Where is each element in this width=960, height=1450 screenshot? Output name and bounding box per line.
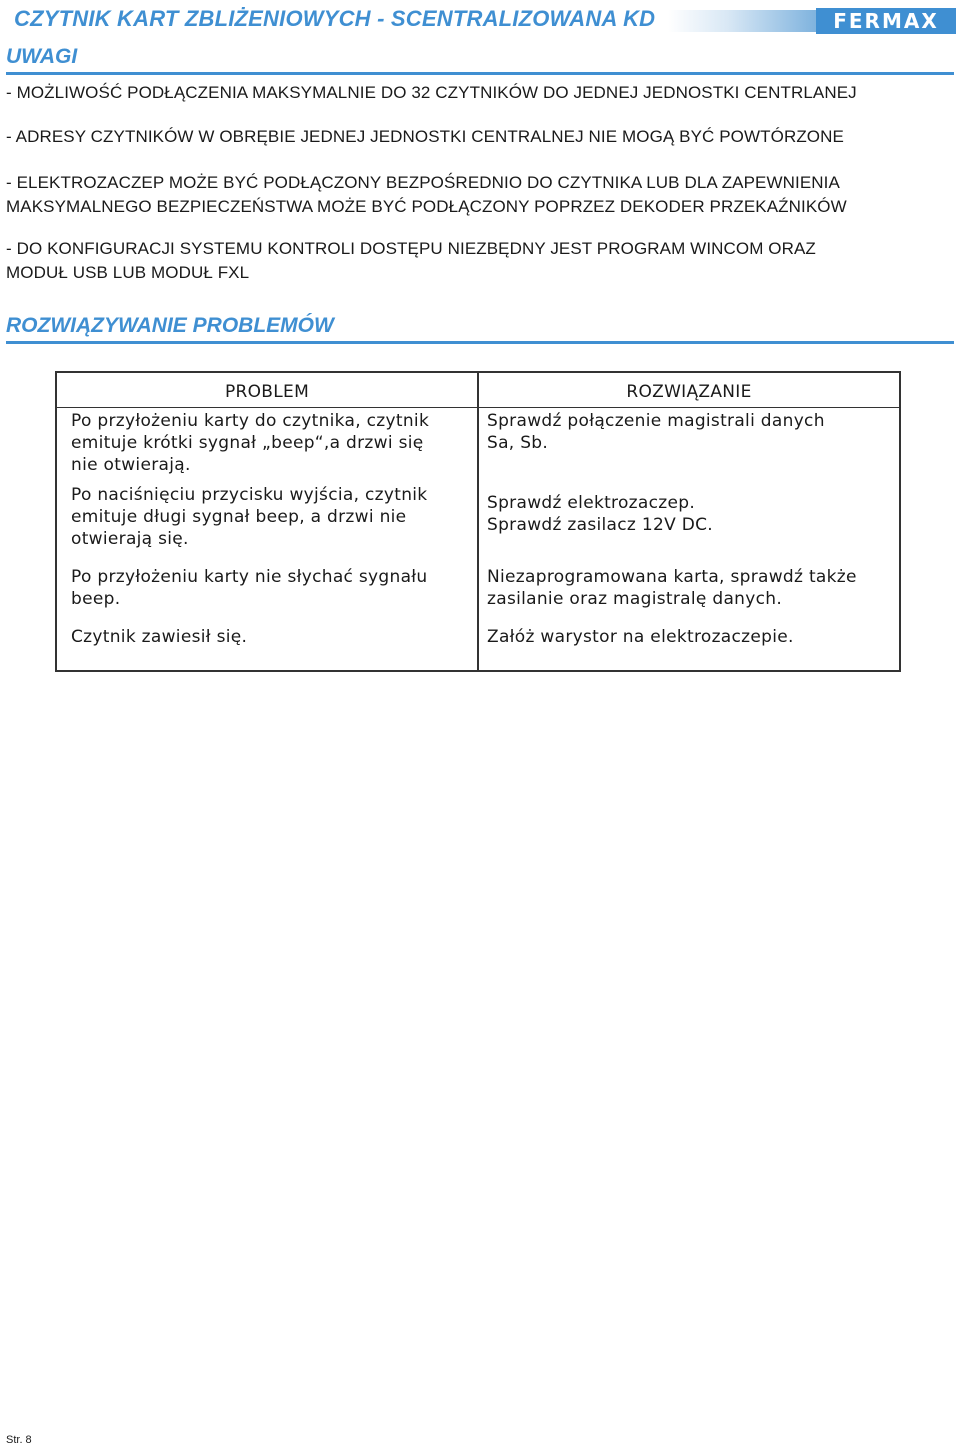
note-item [6, 81, 936, 105]
table-header-row [56, 372, 900, 408]
table-row [56, 408, 900, 483]
note-item [6, 171, 936, 219]
table-row [56, 482, 900, 564]
note-line: MODUŁ USB LUB MODUŁ FXL [6, 263, 250, 282]
cell-line: Sprawdź elektrozaczep. [487, 493, 696, 513]
cell-line: otwierają się. [71, 529, 189, 549]
cell-line: emituje krótki sygnał „beep“,a drzwi się [71, 433, 424, 453]
cell-line: Sprawdź zasilacz 12V DC. [487, 515, 713, 535]
page-header [0, 0, 960, 40]
cell-line: Po przyłożeniu karty nie słychać sygnału [71, 567, 428, 587]
table-row [56, 564, 900, 616]
cell-line: nie otwierają. [71, 455, 191, 475]
note-line: - MOŻLIWOŚĆ PODŁĄCZENIA MAKSYMALNIE DO 32 CZYTNIKÓW DO JEDNEJ JEDNOSTKI CENTRLANEJ [6, 83, 857, 102]
problem-cell [56, 408, 478, 483]
troubleshooting-heading-rule [6, 341, 954, 344]
solution-cell [478, 408, 900, 483]
cell-line: Po naciśnięciu przycisku wyjścia, czytnik [71, 485, 428, 505]
note-line: - ADRESY CZYTNIKÓW W OBRĘBIE JEDNEJ JEDNOSTKI CENTRALNEJ NIE MOGĄ BYĆ POWTÓRZONE [6, 127, 844, 146]
note-item [6, 125, 936, 149]
cell-line: Sprawdź połączenie magistrali danych [487, 411, 825, 431]
troubleshooting-table [55, 371, 901, 672]
problem-cell [56, 616, 478, 671]
solution-cell [478, 616, 900, 671]
troubleshooting-heading: ROZWIĄZYWANIE PROBLEMÓW [6, 314, 334, 337]
fermax-logo: FERMAX [816, 8, 956, 34]
cell-line: beep. [71, 589, 121, 609]
cell-line: Niezaprogramowana karta, sprawdź także [487, 567, 857, 587]
cell-line: emituje długi sygnał beep, a drzwi nie [71, 507, 407, 527]
note-line: MAKSYMALNEGO BEZPIECZEŃSTWA MOŻE BYĆ PODŁĄCZONY POPRZEZ DEKODER PRZEKAŹNIKÓW [6, 197, 847, 216]
cell-line: Po przyłożeniu karty do czytnika, czytnik [71, 411, 430, 431]
solution-cell [478, 482, 900, 564]
document-title: CZYTNIK KART ZBLIŻENIOWYCH - SCENTRALIZOWANA KD [14, 6, 656, 31]
solution-column-header: ROZWIĄZANIE [626, 382, 752, 402]
cell-line: zasilanie oraz magistralę danych. [487, 589, 783, 609]
solution-cell [478, 564, 900, 616]
cell-line: Sa, Sb. [487, 433, 549, 453]
cell-line: Załóż warystor na elektrozaczepie. [487, 627, 794, 647]
note-line: - DO KONFIGURACJI SYSTEMU KONTROLI DOSTĘPU NIEZBĘDNY JEST PROGRAM WINCOM ORAZ [6, 239, 816, 258]
page-number: Str. 8 [6, 1434, 32, 1446]
problem-column-header: PROBLEM [56, 372, 478, 408]
header-gradient-band [668, 10, 816, 32]
problem-cell [56, 482, 478, 564]
cell-line: Czytnik zawiesił się. [71, 627, 248, 647]
note-item [6, 237, 936, 285]
table-row [56, 616, 900, 671]
note-line: - ELEKTROZACZEP MOŻE BYĆ PODŁĄCZONY BEZPOŚREDNIO DO CZYTNIKA LUB DLA ZAPEWNIENIA [6, 173, 840, 192]
problem-cell [56, 564, 478, 616]
notes-heading-rule [6, 72, 954, 75]
notes-heading: UWAGI [6, 45, 78, 68]
